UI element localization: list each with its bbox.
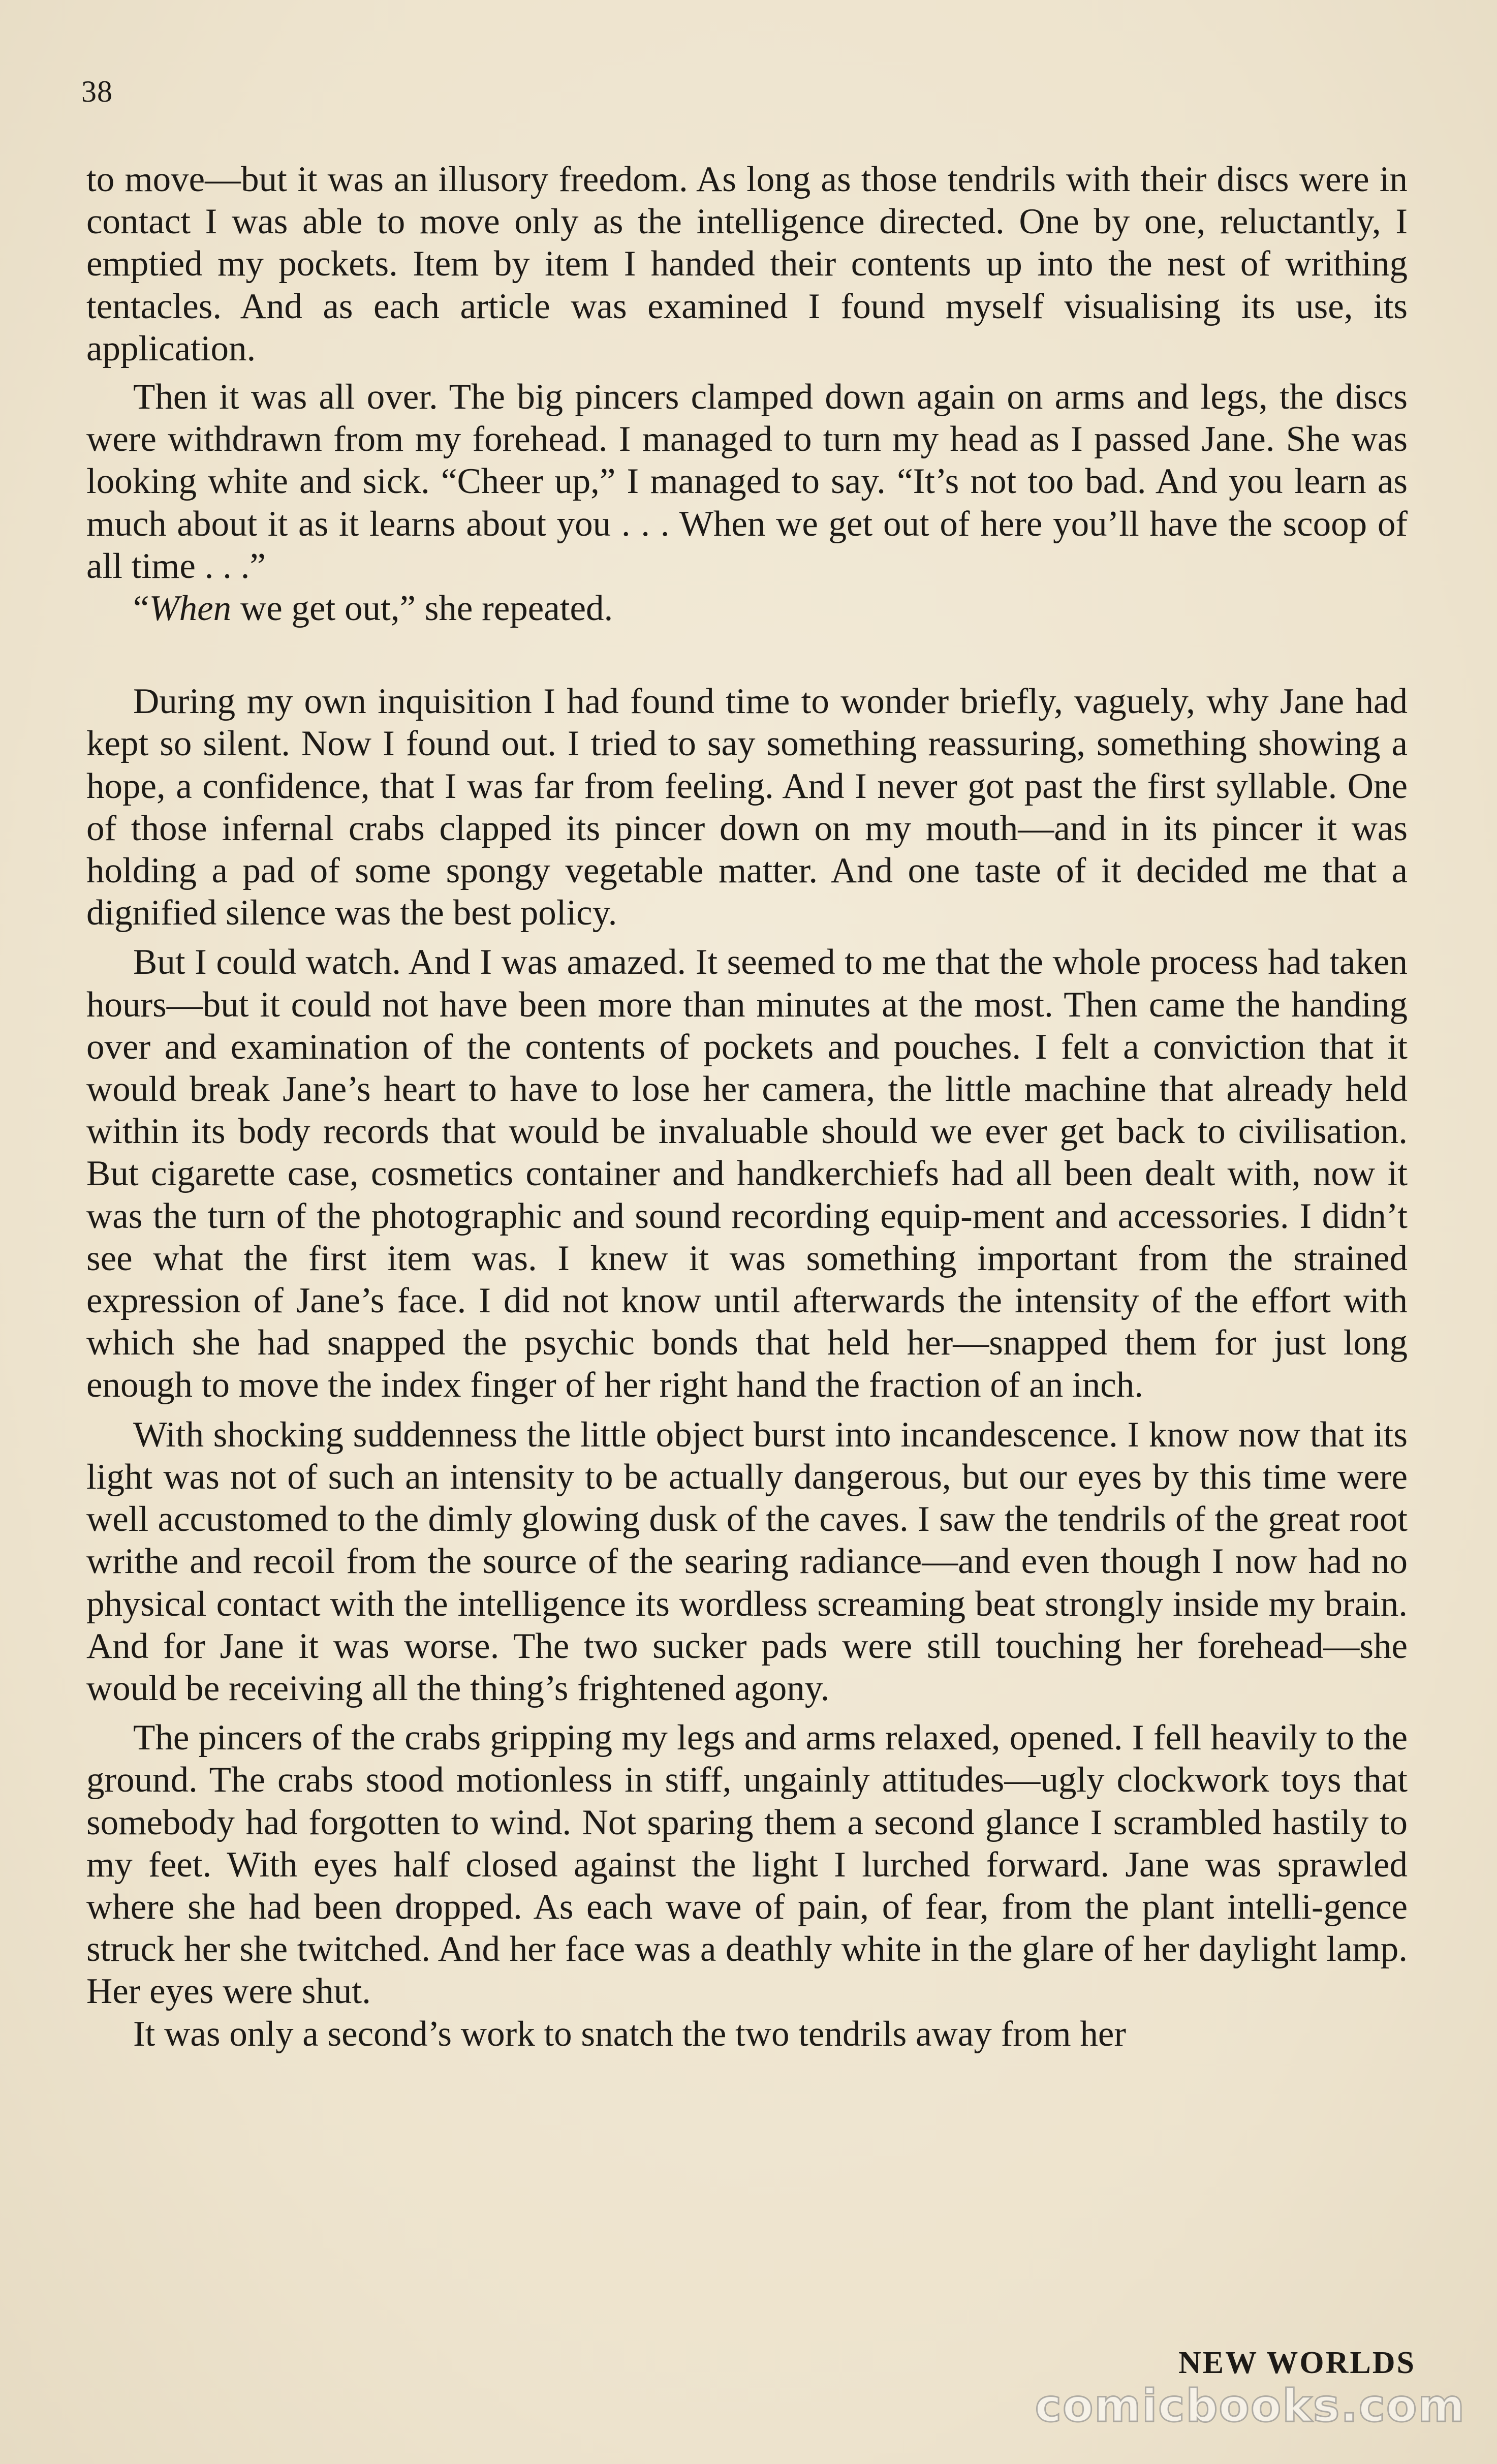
quote-italic-word: When [149,589,232,629]
quote-rest: we get out,” she repeated. [231,589,613,629]
paragraph-3: During my own inquisition I had found time to wonder briefly, vaguely, why Jane had kept so silent. Now I found out. I tried to say something reassuring, something showing a hope, a confidence, that I was far from feeling. And I never got past the first syllable. One of those infernal crabs clapped its pincer down on my mouth—and in its pincer it was holding a pad of some spongy vegetable matter. And one taste of it decided me that a dignified silence was the best policy. [86,682,1408,933]
paragraph-1: to move—but it was an illusory freedom. As long as those tendrils with their discs were in contact I was able to move only as the intelligence directed. One by one, reluctantly, I emptied my pockets. Item by item I handed their contents up into the nest of writhing tentacles. And as each article was examined I found myself visualising its use, its application. [86,160,1408,368]
quote-line [86,588,1408,630]
paragraph-6: The pincers of the crabs gripping my legs and arms relaxed, opened. I fell heavily to the ground. The crabs stood motionless in stiff, ungainly attitudes—ugly clockwork toys that somebody had forgotten to wind. Not sparing them a second glance I scrambled hastily to my feet. With eyes half closed against the light I lurched forward. Jane was sprawled where she had been dropped. As each wave of pain, of fear, from the plant intelli-gence struck her she twitched. And her face was a deathly white in the glare of her daylight lamp. Her eyes were shut. [86,1718,1408,2012]
paragraph-5: With shocking suddenness the little object burst into incandescence. I know now that its light was not of such an intensity to be actually dangerous, but our eyes by this time were well accustomed to the dimly glowing dusk of the caves. I saw the tendrils of the great root writhe and recoil from the source of the searing radiance—and even though I now had no physical contact with the intelligence its wordless screaming beat strongly inside my brain. And for Jane it was worse. The two sucker pads were still touching her forehead—she would be receiving all the thing’s frightened agony. [86,1414,1408,1708]
paragraph-7: It was only a second’s work to snatch the two tendrils away from her [133,2014,1126,2054]
page-number: 38 [81,75,113,108]
quote-open: “ [133,589,149,629]
paragraph-4: But I could watch. And I was amazed. It seemed to me that the whole process had taken hours—but it could not have been more than minutes at the most. Then came the handing over and examination of the contents of pockets and pouches. I felt a conviction that it would break Jane’s heart to have to lose her camera, the little machine that already held within its body records that would be invaluable should we ever get back to civilisation. But cigarette case, cosmetics container and handkerchiefs had all been dealt with, now it was the turn of the photographic and sound recording equip-ment and accessories. I didn’t see what the first item was. I knew it was something important from the strained expression of Jane’s face. I did not know until afterwards the intensity of the effort with which she had snapped the psychic bonds that held her—snapped them for just long enough to move the index finger of her right hand the fraction of an inch. [86,942,1408,1405]
paragraph-2: Then it was all over. The big pincers clamped down again on arms and legs, the discs were withdrawn from my forehead. I managed to turn my head as I passed Jane. She was looking white and sick. “Cheer up,” I managed to say. “It’s not too bad. And you learn as much about it as it learns about you . . . When we get out of here you’ll have the scoop of all time . . .” [86,377,1408,586]
watermark: comicbooks.com [1035,2380,1465,2432]
magazine-title-footer: NEW WORLDS [1178,2346,1416,2380]
story-text [86,159,1408,2055]
